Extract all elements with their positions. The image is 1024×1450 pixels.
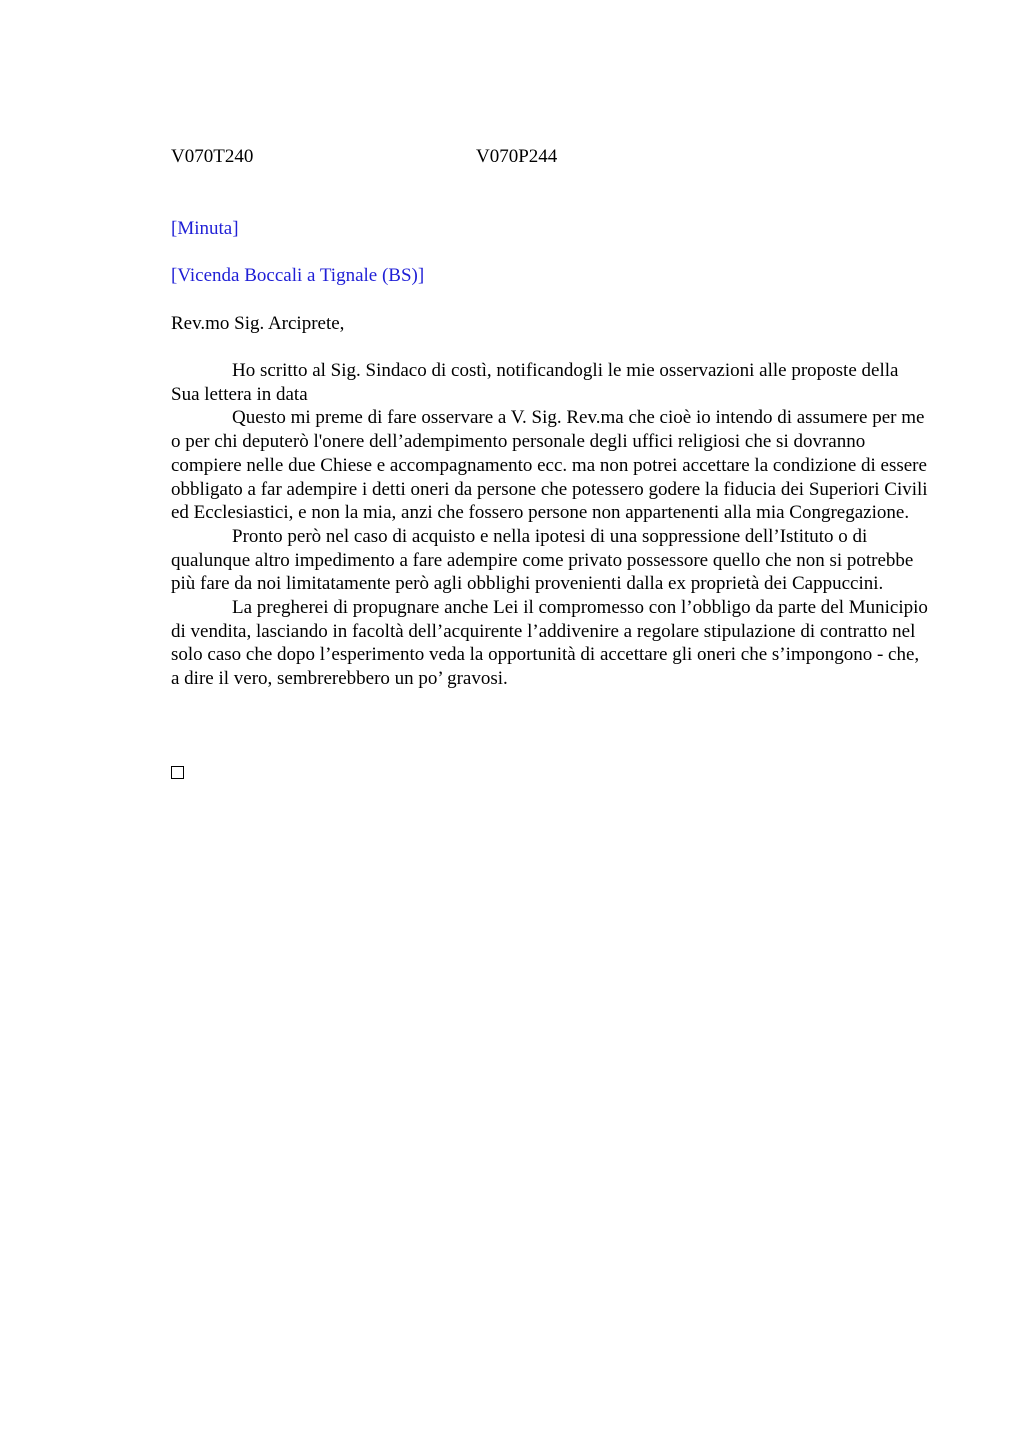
vicenda-label: [Vicenda Boccali a Tignale (BS)] xyxy=(171,265,425,286)
salutation: Rev.mo Sig. Arciprete, xyxy=(171,313,345,334)
paragraph-4: La pregherei di propugnare anche Lei il compromesso con l’obbligo da parte del Municipio di vendita, lasciando in facoltà dell’acquirente l’addivenire a regolare stipulazione di contratto nel solo caso che dopo l’esperimento veda la opportunità di accettare gli oneri che s’impongono - che, a dire il vero, sembrerebbero un po’ gravosi. xyxy=(171,597,928,690)
empty-box-glyph xyxy=(171,766,184,779)
header-codes xyxy=(171,146,931,172)
document-code-left: V070T240 xyxy=(171,146,254,167)
paragraph-2: Questo mi preme di fare osservare a V. Sig. Rev.ma che cioè io intendo di assumere per me o per chi deputerò l'onere dell’adempimento personale degli uffici religiosi che si dovranno compiere nelle due Chiese e accompagnamento ecc. ma non potrei accettare la condizione di essere obbligato a far adempire i detti oneri da persone che potessero godere la fiducia dei Superiori Civili ed Ecclesiastici, e non la mia, anzi che fossero persone non appartenenti alla mia Congregazione. xyxy=(171,407,928,524)
paragraph-3: Pronto però nel caso di acquisto e nella ipotesi di una soppressione dell’Istituto o di qualunque altro impedimento a fare adempire come privato possessore quello che non si potrebbe più fare da noi limitatamente però agli obblighi provenienti dalla ex proprietà dei Cappuccini. xyxy=(171,525,914,595)
letter-body xyxy=(171,359,931,691)
paragraph-1: Ho scritto al Sig. Sindaco di costì, notificandogli le mie osservazioni alle proposte della Sua lettera in data xyxy=(171,360,899,405)
document-code-right: V070P244 xyxy=(476,146,558,167)
minuta-label: [Minuta] xyxy=(171,218,239,239)
